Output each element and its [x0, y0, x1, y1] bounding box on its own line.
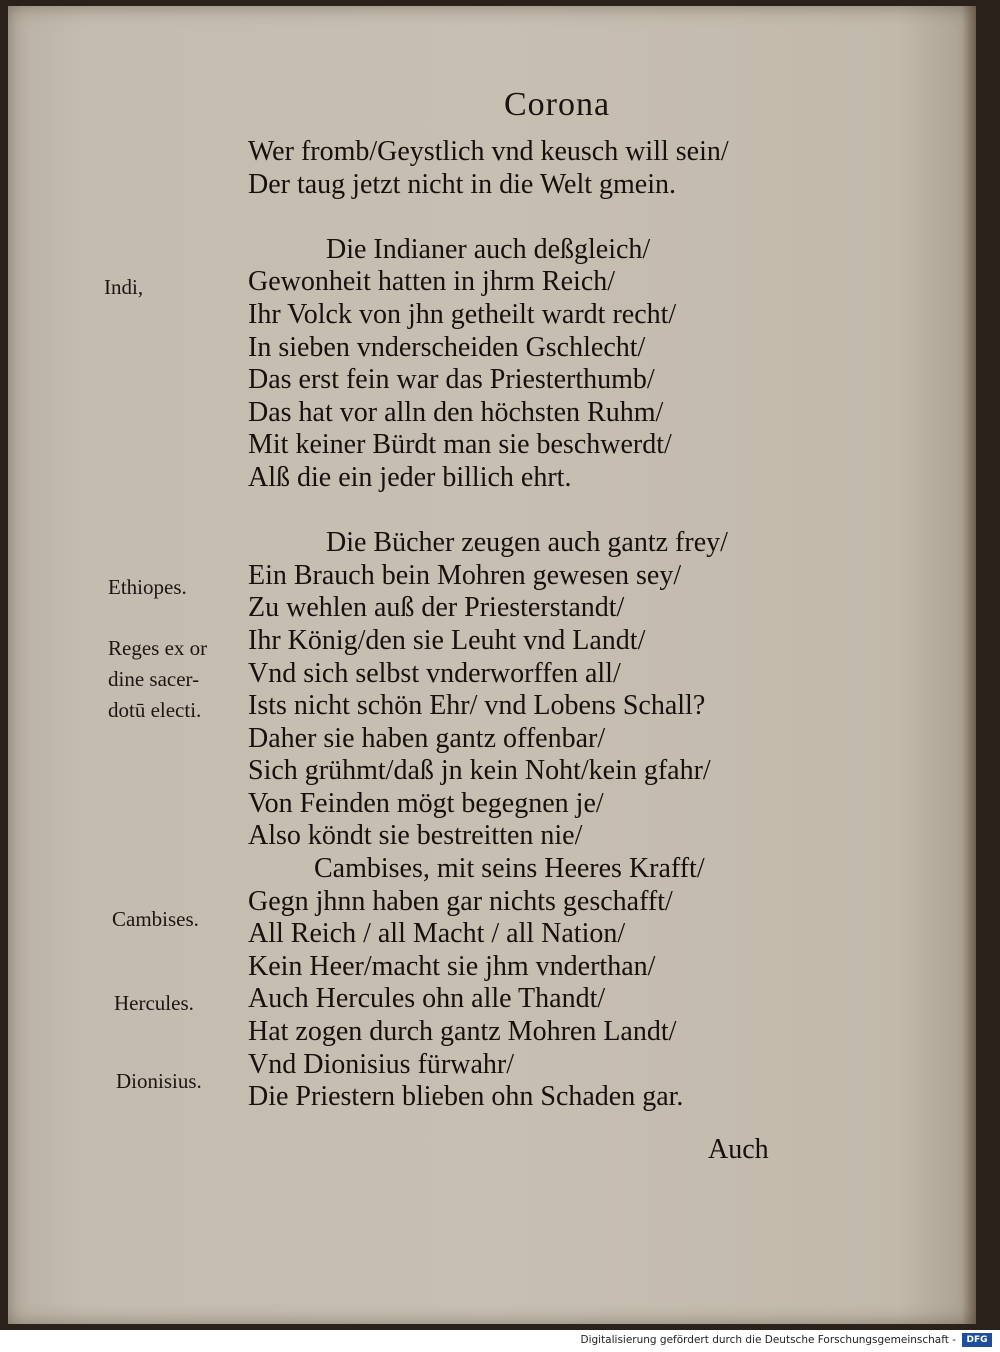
catchword: Auch: [708, 1134, 769, 1165]
verse-line: Sich grühmt/daß jn kein Noht/kein gfahr/: [248, 755, 711, 787]
verse-line: Der taug jetzt nicht in die Welt gmein.: [248, 168, 676, 200]
verse-line: Ists nicht schön Ehr/ vnd Lobens Schall?: [248, 690, 706, 722]
verse-line: Vnd sich selbst vnderworffen all/: [248, 657, 621, 689]
verse-block: [248, 136, 788, 1114]
verse-line: In sieben vnderscheiden Gschlecht/: [248, 331, 646, 363]
verse-line: Die Priestern blieben ohn Schaden gar.: [248, 1081, 684, 1113]
verse-line: Ein Brauch bein Mohren gewesen sey/: [248, 559, 682, 591]
marginal-note-indi: Indi,: [104, 275, 144, 299]
verse-line: All Reich / all Macht / all Nation/: [248, 918, 626, 950]
marginal-note-reges: dine sacer-: [108, 667, 200, 691]
verse-line: Das erst fein war das Priesterthumb/: [248, 364, 655, 396]
footer-bar: [0, 1330, 1000, 1352]
running-head: Corona: [504, 86, 611, 123]
marginal-note-reges: dotū electi.: [108, 698, 202, 722]
marginal-note-dionisius: Dionisius.: [116, 1069, 202, 1093]
verse-line: Also köndt sie bestreitten nie/: [248, 820, 583, 852]
dfg-logo-icon: DFG: [962, 1333, 992, 1347]
verse-line: Gegn jhnn haben gar nichts geschafft/: [248, 885, 673, 917]
verse-line: Ihr Volck von jhn getheilt wardt recht/: [248, 298, 677, 330]
marginal-note-cambises: Cambises.: [112, 907, 199, 931]
verse-line: Cambises, mit seins Heeres Krafft/: [314, 853, 705, 885]
verse-line: Kein Heer/macht sie jhm vnderthan/: [248, 950, 656, 982]
verse-line: Die Bücher zeugen auch gantz frey/: [326, 527, 728, 559]
marginal-note-reges: Reges ex or: [108, 636, 208, 660]
verse-line: Vnd Dionisius fürwahr/: [248, 1048, 514, 1080]
verse-line: Auch Hercules ohn alle Thandt/: [248, 983, 606, 1015]
marginal-note-ethiopes: Ethiopes.: [108, 575, 187, 599]
verse-line: Mit keiner Bürdt man sie beschwerdt/: [248, 429, 672, 461]
funding-credit: Digitalisierung gefördert durch die Deutsche Forschungsgemeinschaft -: [580, 1334, 956, 1346]
verse-line: Zu wehlen auß der Priesterstandt/: [248, 592, 625, 624]
verse-line: Wer fromb/Geystlich vnd keusch will sein/: [248, 136, 729, 167]
verse-line: Ihr König/den sie Leuht vnd Landt/: [248, 624, 646, 656]
verse-line: Hat zogen durch gantz Mohren Landt/: [248, 1016, 677, 1048]
verse-line: Von Feinden mögt begegnen je/: [248, 787, 604, 819]
marginal-note-hercules: Hercules.: [114, 991, 194, 1015]
stanza-gap: [248, 495, 788, 528]
verse-line: Daher sie haben gantz offenbar/: [248, 722, 606, 754]
page-edge-shadow: [962, 6, 976, 1324]
verse-line: Alß die ein jeder billich ehrt.: [248, 461, 572, 493]
verse-line: Die Indianer auch deßgleich/: [326, 233, 651, 265]
verse-line: Das hat vor alln den höchsten Ruhm/: [248, 396, 664, 428]
verse-line: Gewonheit hatten in jhrm Reich/: [248, 266, 616, 298]
stanza-gap: [248, 201, 788, 234]
